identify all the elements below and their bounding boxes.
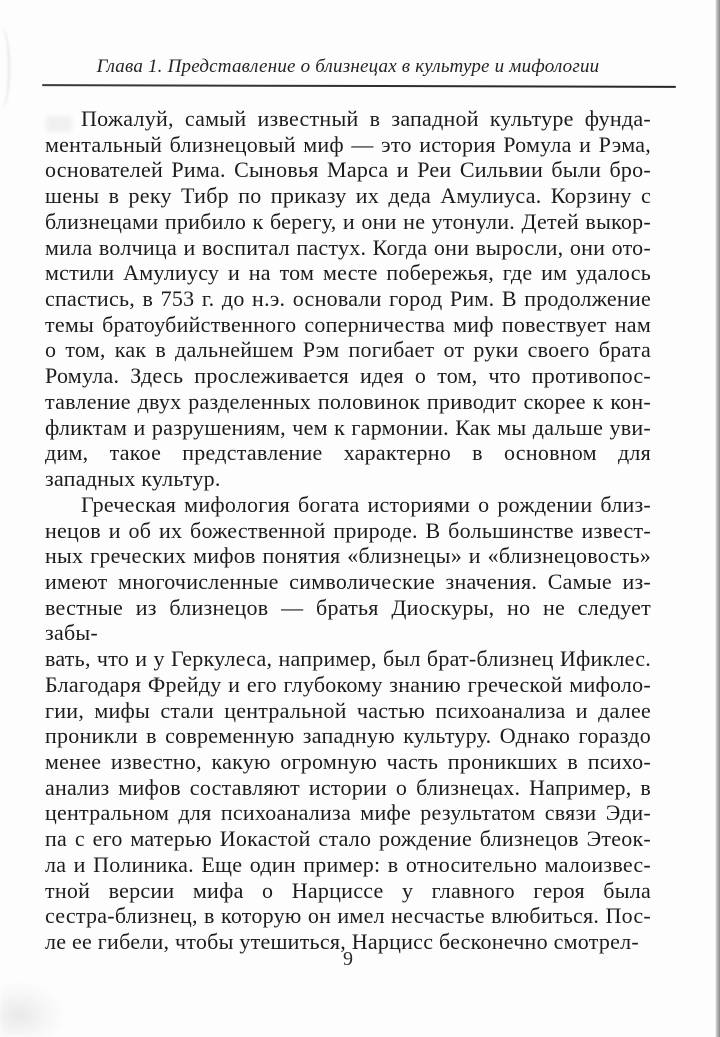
- text-line: фликтам и разрушениям, чем к гармонии. Как мы дальше уви-: [45, 414, 651, 440]
- header-rule: [42, 84, 676, 88]
- text-line: ле ее гибели, чтобы утешиться, Нарцисс бесконечно смотрел-: [45, 929, 639, 954]
- text-line: сестра-близнец, в которую он имел несчастье влюбиться. Пос-: [45, 903, 651, 929]
- text-line: Пожалуй, самый известный в западной культуре фунда-: [81, 106, 651, 131]
- text-line: вестные из близнецов — братья Диоскуры, но не следует забы-: [45, 594, 651, 646]
- text-line: тной версии мифа о Нарциссе у главного героя была: [45, 877, 651, 903]
- text-line: ла и Полиника. Еще один пример: в относительно малоизвес-: [45, 851, 651, 877]
- text-line: менее известно, какую огромную часть проникших в психо-: [45, 748, 651, 774]
- text-line: па с его матерью Иокастой стало рождение близнецов Этеок-: [45, 826, 651, 852]
- text-line: нецов и об их божественной природе. В большинстве извест-: [45, 517, 651, 543]
- text-line: западных культур.: [45, 466, 221, 492]
- scan-edge-shadow: [715, 0, 720, 1037]
- text-line: спастись, в 753 г. до н.э. основали город Рим. В продолжение: [45, 286, 651, 312]
- text-line: тавление двух разделенных половинок приводит скорее к кон-: [45, 388, 651, 414]
- body-text: [45, 106, 651, 955]
- text-line: мстили Амулиусу и на том месте побережья, где им удалось: [45, 260, 651, 286]
- text-line: центральном для психоанализа мифе результатом связи Эди-: [45, 800, 651, 826]
- text-line: основателей Рима. Сыновья Марса и Реи Сильвии были бро-: [45, 157, 651, 183]
- text-line: гии, мифы стали центральной частью психоанализа и далее: [45, 697, 651, 723]
- text-line: имеют многочисленные символические значения. Самые из-: [45, 568, 651, 594]
- scan-artifact-top-left: [0, 28, 10, 108]
- text-line: темы братоубийственного соперничества миф повествует нам: [45, 311, 651, 337]
- text-line: Благодаря Фрейду и его глубокому знанию греческой мифоло-: [45, 671, 651, 697]
- text-line: шены в реку Тибр по приказу их деда Амулиуса. Корзину с: [45, 183, 651, 209]
- text-line: анализ мифов составляют истории о близнецах. Например, в: [45, 774, 651, 800]
- page-number: 9: [343, 948, 353, 970]
- chapter-running-head: Глава 1. Представление о близнецах в культуре и мифологии: [96, 56, 600, 77]
- text-line: проникли в современную западную культуру. Однако гораздо: [45, 723, 651, 749]
- text-line: мила волчица и воспитал пастух. Когда они выросли, они ото-: [45, 234, 651, 260]
- text-line: ных греческих мифов понятия «близнецы» и «близнецовость»: [45, 543, 651, 569]
- scan-artifact-bottom-left: [0, 982, 64, 1037]
- text-line: дим, такое представление характерно в основном для: [45, 440, 651, 466]
- text-line: близнецами прибило к берегу, и они не утонули. Детей выкор-: [45, 208, 651, 234]
- text-line: ментальный близнецовый миф — это история Ромула и Рэма,: [45, 131, 651, 157]
- text-line: вать, что и у Геркулеса, например, был брат-близнец Ификлес.: [45, 646, 651, 672]
- text-line: Ромула. Здесь прослеживается идея о том, что противопос-: [45, 363, 651, 389]
- text-line: о том, как в дальнейшем Рэм погибает от руки своего брата: [45, 337, 651, 363]
- text-line: Греческая мифология богата историями о рождении близ-: [81, 491, 651, 517]
